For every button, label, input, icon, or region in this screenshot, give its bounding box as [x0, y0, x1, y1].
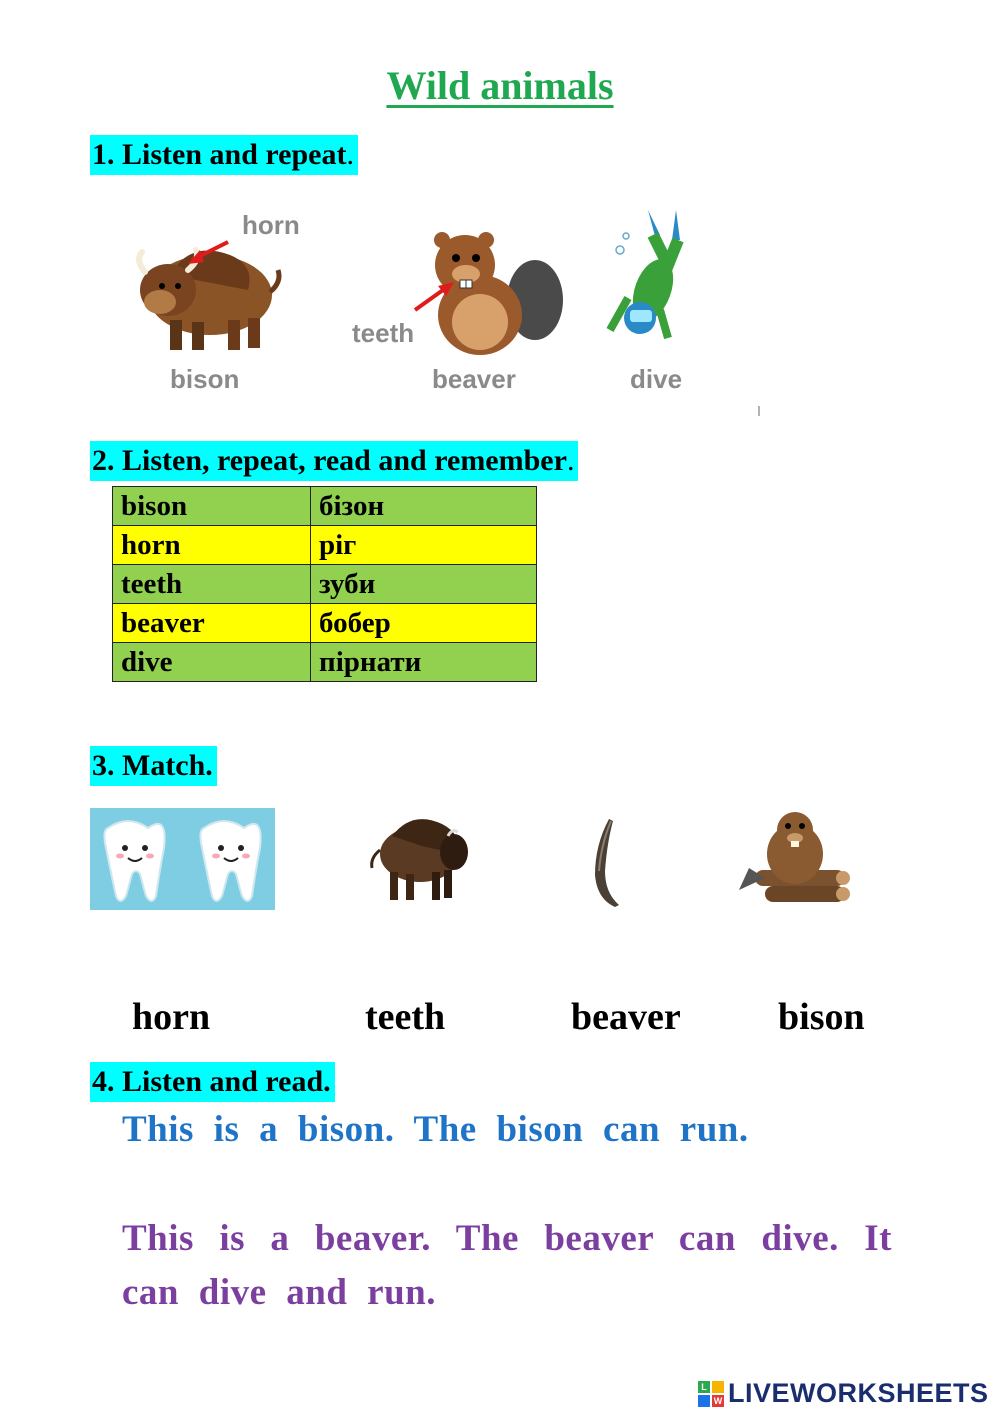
section-3-title: Match.: [122, 749, 213, 782]
section-4-title: Listen and read.: [122, 1065, 331, 1098]
vocab-english: bison: [113, 487, 311, 526]
reading-line-2a: This is a beaver. The beaver can dive. It: [122, 1218, 892, 1259]
teeth-icon[interactable]: [90, 808, 275, 910]
reading-paragraph-2: [122, 1212, 892, 1320]
section-1-title: Listen and repeat: [122, 138, 347, 171]
vocab-row: [113, 604, 537, 643]
horn-icon[interactable]: [585, 815, 625, 911]
brand-logo: [698, 1378, 989, 1409]
beaver-picture-label: beaver: [432, 364, 516, 394]
match-word[interactable]: bison: [778, 996, 865, 1038]
bison-picture-label: bison: [170, 364, 240, 394]
section-3-number: 3.: [92, 749, 115, 782]
vocab-english: teeth: [113, 565, 311, 604]
section-4-number: 4.: [92, 1065, 115, 1098]
teeth-label: teeth: [352, 318, 415, 348]
vocab-row: [113, 643, 537, 682]
beaver-icon[interactable]: [735, 808, 855, 910]
bison-illustration: [139, 242, 279, 350]
section-1-illustrations: [120, 200, 760, 420]
section-3-heading: [90, 746, 217, 786]
vocab-row: [113, 526, 537, 565]
reading-line-2b: can dive and run.: [122, 1272, 437, 1313]
vocab-row: [113, 565, 537, 604]
brand-badge-icon: L W: [698, 1381, 724, 1407]
vocab-ukrainian: зуби: [311, 565, 537, 604]
reading-line-1: This is a bison. The bison can run.: [122, 1109, 749, 1150]
vocab-ukrainian: бізон: [311, 487, 537, 526]
vocabulary-table: [112, 486, 537, 682]
page-title: Wild animals: [386, 63, 614, 108]
brand-name: LIVEWORKSHEETS: [728, 1378, 989, 1408]
diver-illustration: [610, 210, 681, 338]
beaver-illustration: [415, 232, 563, 355]
match-word[interactable]: horn: [132, 996, 211, 1038]
match-word[interactable]: beaver: [571, 996, 681, 1038]
section-4-heading: [90, 1062, 335, 1102]
dive-picture-label: dive: [630, 364, 683, 394]
vocab-ukrainian: ріг: [311, 526, 537, 565]
section-1-heading: 1. Listen and repeat.: [90, 135, 358, 175]
vocab-row: [113, 487, 537, 526]
section-2-heading: 2. Listen, repeat, read and remember.: [90, 441, 578, 481]
vocab-ukrainian: пірнати: [311, 643, 537, 682]
match-word[interactable]: teeth: [365, 996, 446, 1038]
vocab-ukrainian: бобер: [311, 604, 537, 643]
horn-label: horn: [242, 210, 300, 240]
vocab-english: beaver: [113, 604, 311, 643]
section-2-number: 2.: [92, 444, 115, 477]
section-1-number: 1.: [92, 138, 115, 171]
section-2-title: Listen, repeat, read and remember: [122, 444, 567, 477]
bison-icon[interactable]: [362, 806, 472, 906]
vocab-english: horn: [113, 526, 311, 565]
vocab-english: dive: [113, 643, 311, 682]
